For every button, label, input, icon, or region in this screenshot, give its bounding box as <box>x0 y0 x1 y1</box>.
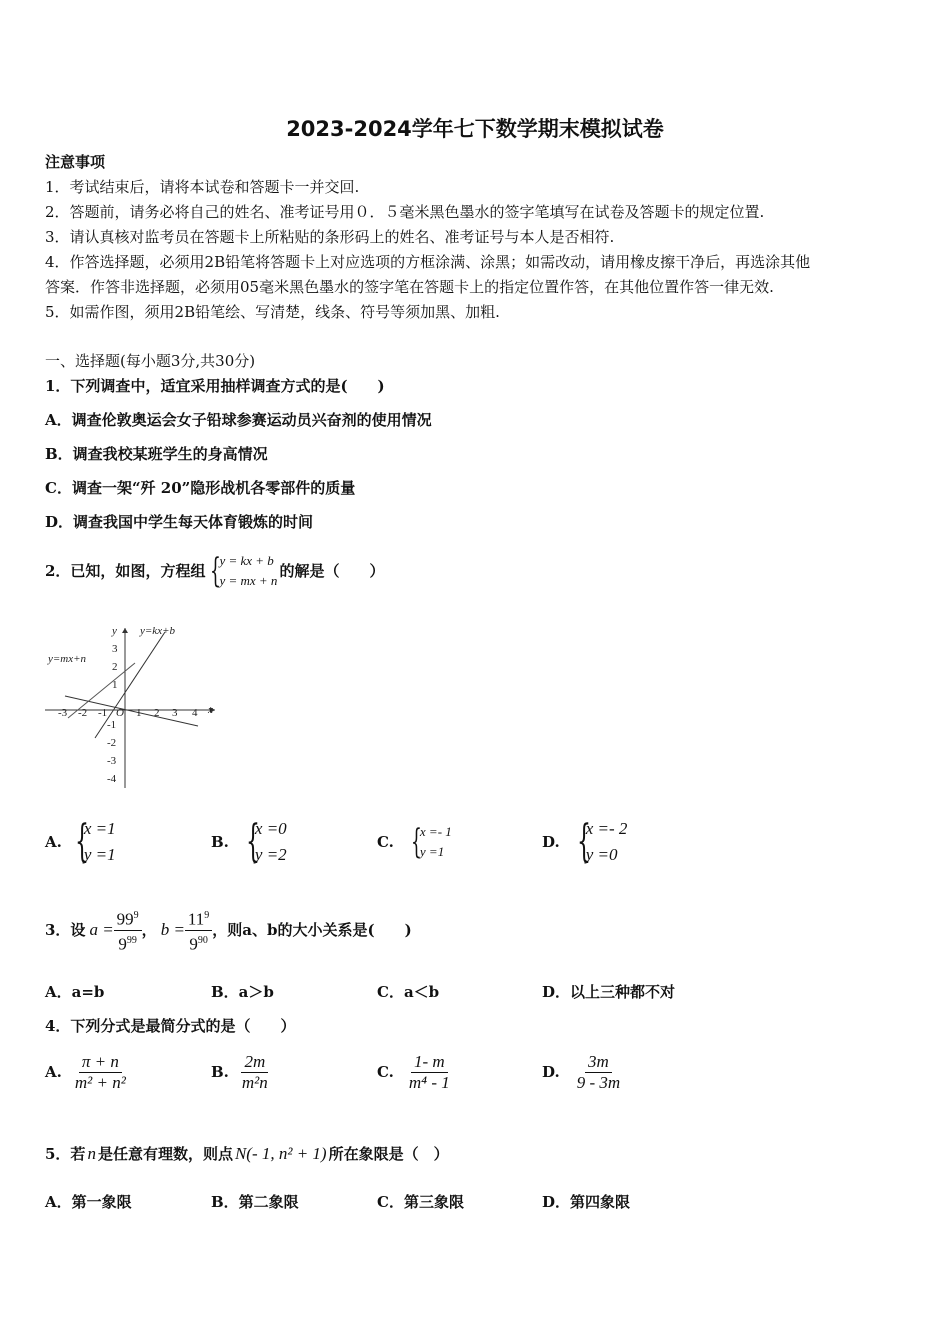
question-2-stem <box>45 543 384 599</box>
q2-eq2: y = mx + n <box>219 573 278 588</box>
x-tick: 2 <box>154 707 160 719</box>
q2-option-d: D. { x =- 2 y =0 <box>542 816 628 867</box>
y-tick: 2 <box>112 661 118 673</box>
q3-a-fraction: $\frac{99^9}{9^{99}}$ <box>114 906 142 954</box>
y-axis-label: y <box>112 625 117 637</box>
y-tick: 3 <box>112 643 118 655</box>
q2-option-b: B. { x =0 y =2 <box>211 816 287 867</box>
left-brace: { <box>576 816 591 867</box>
graph-label-line2: y=mx+n <box>48 653 87 665</box>
question-4-stem: 4．下列分式是最简分式的是（ ） <box>45 1017 296 1035</box>
left-brace: { <box>210 551 222 591</box>
q1-option-b: B．调查我校某班学生的身高情况 <box>45 445 268 463</box>
notice-item: 3．请认真核对监考员在答题卡上所粘贴的条形码上的姓名、准考证号与本人是否相符. <box>45 228 615 246</box>
graph-label-line1: y=kx+b <box>140 625 175 637</box>
q2-option-c: C. { x =- 1 y =1 <box>377 822 452 862</box>
q5-option-c: C．第三象限 <box>377 1193 464 1211</box>
q5-option-b: B．第二象限 <box>211 1193 299 1211</box>
notice-item: 1．考试结束后，请将本试卷和答题卡一并交回. <box>45 178 360 196</box>
page-title: 2023-2024学年七下数学期末模拟试卷 <box>286 117 664 141</box>
x-tick: 1 <box>136 707 142 719</box>
x-tick: -2 <box>78 707 88 719</box>
x-tick: -1 <box>98 707 108 719</box>
origin-label: O <box>116 707 124 719</box>
question-3-stem: 3．设 a = $\frac{99^9}{9^{99}}$ ， b = $\frac{11^9}{9^{90}}$ ，则a、b的大小关系是( ) <box>45 902 412 958</box>
q2-prefix: 2．已知，如图，方程组 <box>45 562 206 580</box>
line-kx-b <box>95 632 165 738</box>
q3-option-a: A．a=b <box>45 983 105 1001</box>
question-1-stem: 1．下列调查中，适宜采用抽样调查方式的是( ) <box>45 377 385 395</box>
q1-option-a: A．调查伦敦奥运会女子铅球参赛运动员兴奋剂的使用情况 <box>45 411 432 429</box>
left-brace: { <box>410 822 422 862</box>
x-tick: -3 <box>58 707 68 719</box>
question-5-stem: 5．若 n 是任意有理数，则点 N(- 1, n² + 1) 所在象限是（ ） <box>45 1144 449 1163</box>
q5-point: N(- 1, n² + 1) <box>234 1144 327 1163</box>
notice-item: 答案．作答非选择题，必须用05毫米黑色墨水的签字笔在答题卡上的指定位置作答，在其他位置作答一律无效. <box>45 278 774 296</box>
q5-option-a: A．第一象限 <box>45 1193 132 1211</box>
q3-b-fraction: $\frac{11^9}{9^{90}}$ <box>185 906 212 954</box>
q2-option-a: A. { x =1 y =1 <box>45 816 116 867</box>
q4-option-b: B. $\frac{2m}{\text{m²n}}$ <box>211 1051 268 1092</box>
q4-option-d: D. $\frac{3m}{9 - 3m}$ <box>542 1051 621 1092</box>
notice-item: 4．作答选择题，必须用2B铅笔将答题卡上对应选项的方框涂满、涂黑；如需改动，请用橡皮擦干净后，再选涂其他 <box>45 253 811 271</box>
x-tick: 3 <box>172 707 178 719</box>
q3-b-lhs: b = <box>160 920 185 939</box>
q3-option-b: B．a＞b <box>211 983 274 1001</box>
q2-suffix: 的解是（ ） <box>279 562 385 580</box>
q2-eq1: y = kx + b <box>219 553 274 568</box>
y-tick: -1 <box>107 719 117 731</box>
q3-option-d: D．以上三种都不对 <box>542 983 676 1001</box>
y-axis-arrow-icon <box>122 628 128 633</box>
q5-option-d: D．第四象限 <box>542 1193 631 1211</box>
x-axis-label: x <box>208 704 213 716</box>
q2-equation-system <box>207 551 277 591</box>
q3-option-c: C．a＜b <box>377 983 440 1001</box>
y-tick: -4 <box>107 773 117 785</box>
left-brace: { <box>245 816 260 867</box>
q4-option-a: A. $\frac{\pi + n}{\text{m² + n²}}$ <box>45 1051 126 1092</box>
x-tick: 4 <box>192 707 198 719</box>
q1-option-d: D．调查我国中学生每天体育锻炼的时间 <box>45 513 314 531</box>
notice-item: 2．答题前，请务必将自己的姓名、准考证号用０．５毫米黑色墨水的签字笔填写在试卷及答题卡的规定位置. <box>45 203 765 221</box>
q4-option-c: C. $\frac{1- m}{\text{m⁴ - 1}}$ <box>377 1051 450 1092</box>
y-tick: -3 <box>107 755 117 767</box>
notice-heading: 注意事项 <box>45 153 106 171</box>
left-brace: { <box>74 816 89 867</box>
q3-a-lhs: a = <box>89 920 114 939</box>
y-tick: -2 <box>107 737 117 749</box>
q2-graph <box>40 618 225 793</box>
y-tick: 1 <box>112 679 118 691</box>
section-heading: 一、选择题(每小题3分,共30分) <box>45 352 256 370</box>
q1-option-c: C．调查一架“歼 20”隐形战机各零部件的质量 <box>45 479 356 497</box>
notice-item: 5．如需作图，须用2B铅笔绘、写清楚，线条、符号等须加黑、加粗. <box>45 303 500 321</box>
